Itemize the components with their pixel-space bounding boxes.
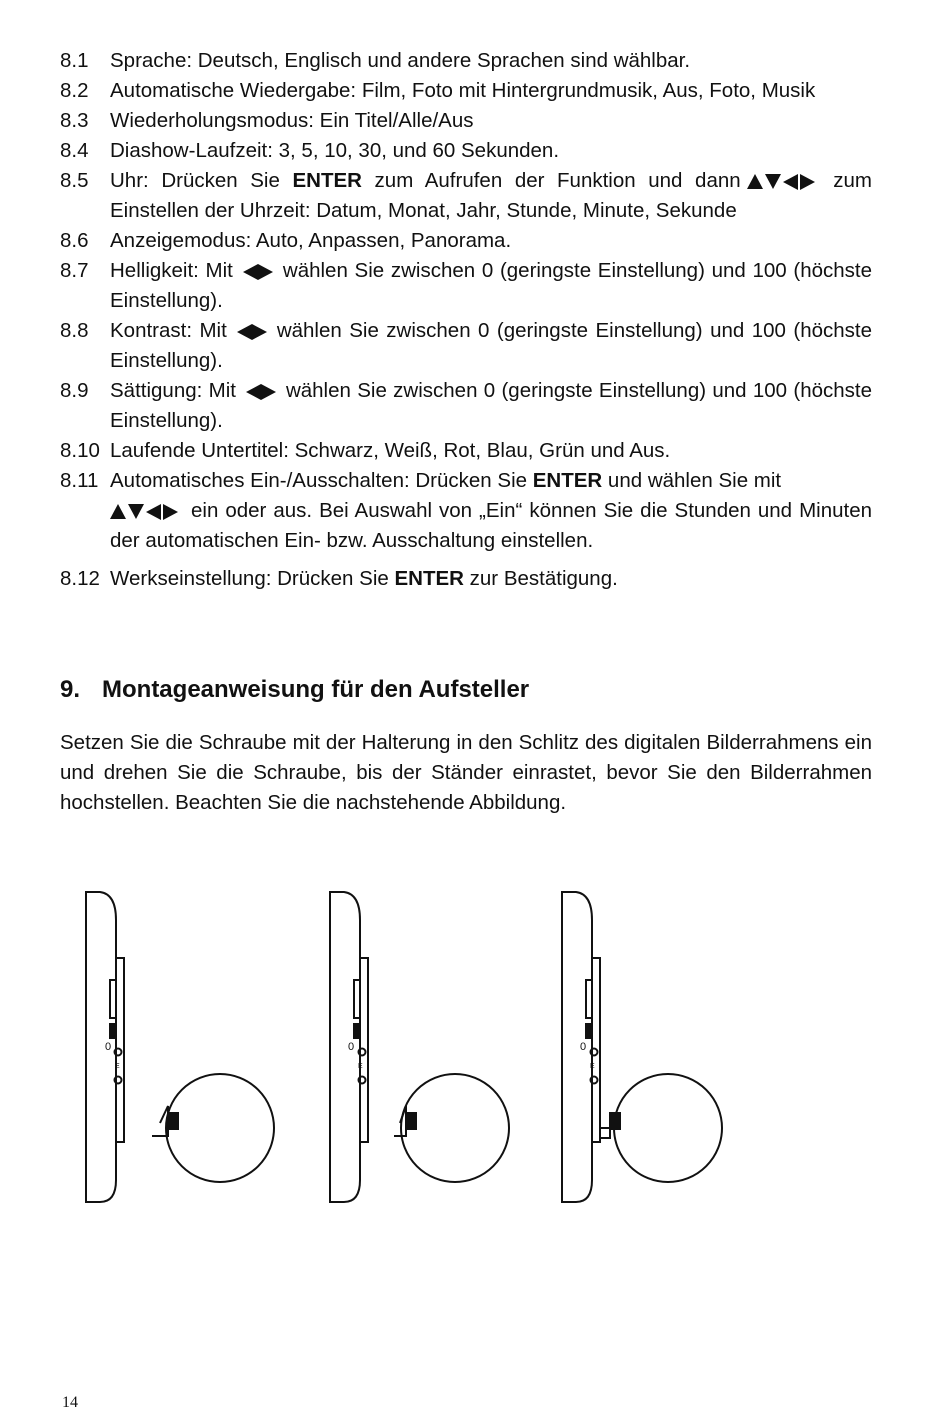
item-text-pre: Automatisches Ein-/Ausschalten: Drücken Sie [110, 469, 533, 492]
item-number: 8.4 [60, 139, 89, 162]
section-title: Montageanweisung für den Aufsteller [102, 676, 530, 703]
item-number: 8.12 [60, 567, 100, 590]
port-label-e: E [115, 1063, 120, 1070]
item-text-mid: und wählen Sie mit [602, 469, 782, 492]
item-number: 8.5 [60, 169, 89, 192]
arrow-right-icon [252, 324, 267, 340]
direction-arrows-icon [747, 174, 815, 190]
item-text-post: wählen Sie zwischen 0 (geringste Einstellung) und 100 (höchste Einstellung). [110, 319, 872, 372]
arrow-right-icon [800, 174, 815, 190]
enter-key-label: ENTER [394, 567, 464, 590]
arrow-up-icon [110, 504, 126, 519]
left-right-arrows-icon [237, 324, 267, 340]
list-item [60, 106, 872, 136]
direction-arrows-icon [110, 504, 178, 520]
item-text [110, 316, 872, 376]
list-item [60, 46, 872, 76]
list-item [60, 136, 872, 166]
item-text: Anzeigemodus: Auto, Anpassen, Panorama. [110, 229, 512, 252]
item-number: 8.8 [60, 319, 89, 342]
port-label-e: E [590, 1063, 595, 1070]
section-heading [60, 676, 529, 704]
port-label-e: E [358, 1063, 363, 1070]
arrow-left-icon [146, 504, 161, 520]
frame-step-2 [330, 892, 509, 1202]
item-text-pre: Sättigung: Mit [110, 379, 236, 402]
list-item [60, 436, 872, 466]
list-item [60, 226, 872, 256]
left-right-arrows-icon [246, 384, 276, 400]
arrow-left-icon [246, 384, 261, 400]
port-label-0: 0 [580, 1041, 587, 1053]
arrow-down-icon [128, 504, 144, 519]
settings-list [60, 46, 872, 594]
frame-step-1 [86, 892, 274, 1202]
item-text [110, 376, 872, 436]
enter-key-label: ENTER [532, 469, 603, 492]
item-text-post: wählen Sie zwischen 0 (geringste Einstellung) und 100 (höchste Einstellung). [110, 379, 872, 432]
arrow-right-icon [163, 504, 178, 520]
item-number: 8.2 [60, 79, 89, 102]
arrow-right-icon [261, 384, 276, 400]
item-text-pre: Kontrast: Mit [110, 319, 227, 342]
item-number: 8.3 [60, 109, 89, 132]
item-text-post: wählen Sie zwischen 0 (geringste Einstellung) und 100 (höchste Einstellung). [110, 259, 872, 312]
arrow-left-icon [243, 264, 258, 280]
section-number: 9. [60, 676, 81, 703]
item-text [110, 166, 872, 226]
item-number: 8.9 [60, 379, 89, 402]
list-item [60, 466, 872, 556]
item-text [110, 466, 872, 556]
item-number: 8.11 [60, 469, 99, 492]
port-label-0: 0 [348, 1041, 355, 1053]
arrow-up-icon [747, 174, 763, 189]
item-text [110, 256, 872, 316]
arrow-down-icon [765, 174, 781, 189]
stand-assembly-figure [60, 880, 760, 1220]
item-text: Automatische Wiedergabe: Film, Foto mit Hintergrundmusik, Aus, Foto, Musik [110, 79, 816, 102]
item-number: 8.10 [60, 439, 100, 462]
left-right-arrows-icon [243, 264, 273, 280]
item-text [110, 564, 872, 594]
item-text-pre: Uhr: Drücken Sie [110, 169, 293, 192]
item-text-mid: zum Aufrufen der Funktion und dann [361, 169, 741, 192]
list-item [60, 256, 872, 316]
item-text: Wiederholungsmodus: Ein Titel/Alle/Aus [110, 109, 474, 132]
item-text-post: zum Einstellen der Uhrzeit: Datum, Monat, Jahr, Stunde, Minute, Sekunde [110, 169, 872, 222]
item-number: 8.6 [60, 229, 89, 252]
list-item [60, 564, 872, 594]
enter-key-label: ENTER [292, 169, 362, 192]
item-text-pre: Werkseinstellung: Drücken Sie [110, 567, 395, 590]
item-text-pre: Helligkeit: Mit [110, 259, 233, 282]
page-number: 14 [62, 1394, 78, 1411]
arrow-right-icon [258, 264, 273, 280]
list-item [60, 376, 872, 436]
arrow-left-icon [237, 324, 252, 340]
arrow-left-icon [783, 174, 798, 190]
list-item [60, 166, 872, 226]
section-body: Setzen Sie die Schraube mit der Halterung in den Schlitz des digitalen Bilderrahmens ein und drehen Sie die Schraube, bis der Ständer einrastet, bevor Sie den Bilderrahmen hochstellen. Beachten Sie die nachstehende Abbildung. [60, 731, 872, 814]
list-item [60, 76, 872, 106]
item-text: Diashow-Laufzeit: 3, 5, 10, 30, und 60 Sekunden. [110, 139, 560, 162]
list-item [60, 316, 872, 376]
port-label-0: 0 [105, 1041, 112, 1053]
item-text-post: zur Bestätigung. [463, 567, 618, 590]
item-text: Sprache: Deutsch, Englisch und andere Sprachen sind wählbar. [110, 49, 691, 72]
item-text-post: ein oder aus. Bei Auswahl von „Ein“ können Sie die Stunden und Minuten der automatischen Ein- bzw. Ausschaltung einstellen. [110, 499, 872, 552]
item-number: 8.7 [60, 259, 89, 282]
item-number: 8.1 [60, 49, 89, 72]
item-text: Laufende Untertitel: Schwarz, Weiß, Rot, Blau, Grün und Aus. [110, 439, 671, 462]
